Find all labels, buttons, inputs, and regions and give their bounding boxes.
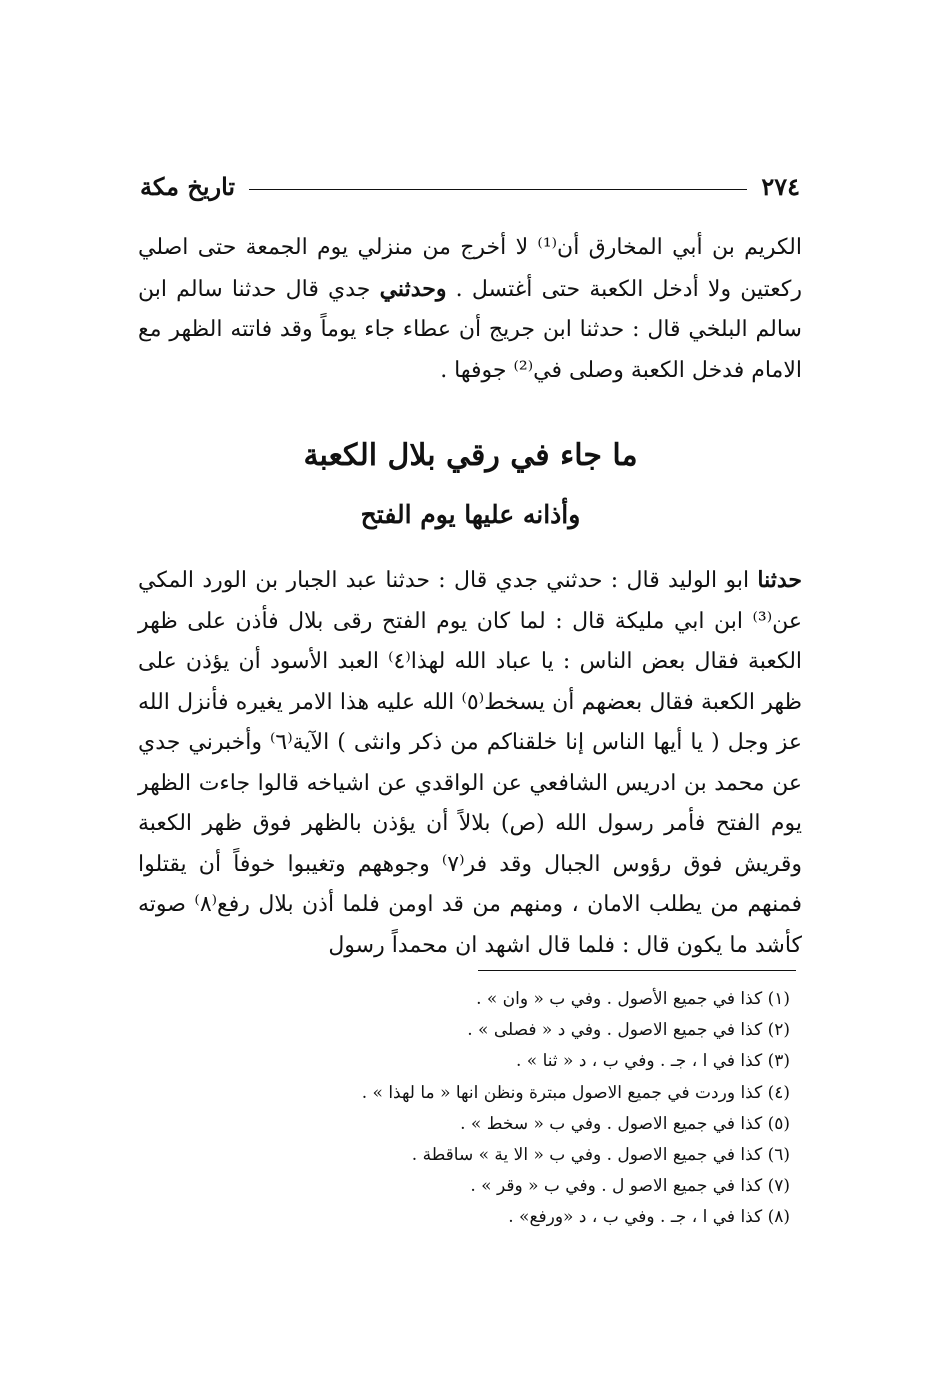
- header-rule: [249, 189, 747, 190]
- book-title: تاريخ مكة: [140, 171, 236, 201]
- footnote-3: (٣) كذا في ا ، جـ . وفي ب ، د « ثنا » .: [515, 1051, 790, 1072]
- paragraph-1-text-after: جدي قال حدثنا سالم ابن سالم البلخي قال : حدثنا ابن جريج أن عطاء جاء يوماً وقد فاتته الظهر مع الامام فدخل الكعبة وصلى في⁽²⁾ جوفها .: [138, 276, 802, 383]
- footnotes: [250, 984, 790, 1234]
- page-number: ٢٧٤: [761, 171, 800, 201]
- footnote-8: (٨) كذا في ا ، جـ . وفي ب ، د «ورفع» .: [508, 1207, 790, 1228]
- section-title: ما جاء في رقي بلال الكعبة: [303, 438, 638, 473]
- footnote-rule: [478, 970, 796, 971]
- paragraph-1-text: الكريم بن أبي المخارق أن⁽¹⁾ لا أخرج من منزلي يوم الجمعة حتى اصلي ركعتين ولا أدخل الكعبة حتى أغتسل .: [138, 235, 802, 302]
- paragraph-1: [138, 228, 802, 391]
- footnote-4: (٤) كذا وردت في جميع الاصول مبترة ونظن انها « ما لهذا » .: [361, 1082, 790, 1103]
- footnote-7: (٧) كذا في جميع الاصو ل . وفي ب « وقر » .: [470, 1176, 790, 1197]
- section-subtitle: وأذانه عليها يوم الفتح: [360, 500, 581, 529]
- paragraph-2-bold: حدثنا: [757, 567, 802, 593]
- paragraph-2-text: ابو الوليد قال : حدثني جدي قال : حدثنا عبد الجبار بن الورد المكي عن⁽³⁾ ابن ابي مليكة قال : لما كان يوم الفتح رقى بلال فأذن على ظهر الكعبة فقال بعض الناس : يا عباد الله لهذا⁽٤⁾ العبد الأسود أن يؤذن على ظهر الكعبة فقال بعضهم أن يسخط⁽٥⁾ الله عليه هذا الامر يغيره فأنزل الله عز وجل ( يا أيها الناس إنا خلقناكم من ذكر وانثى ) الآية⁽٦⁾ وأخبرني جدي عن محمد بن ادريس الشافعي عن الواقدي عن اشياخه قالوا جاءت الظهر يوم الفتح فأمر رسول الله (ص) بلالاً أن يؤذن بالظهر فوق ظهر الكعبة وقريش فوق رؤوس الجبال وقد فر⁽٧⁾ وجوههم وتغيبوا خوفاً أن يقتلوا فمنهم من يطلب الامان ، ومنهم من قد اومن فلما أذن بلال رفع⁽٨⁾ صوته كأشد ما يكون قال : فلما قال اشهد ان محمداً رسول: [138, 568, 803, 958]
- footnote-1: (١) كذا في جميع الأصول . وفي ب « وان » .: [476, 989, 790, 1009]
- paragraph-2: [138, 560, 802, 966]
- footnote-2: (٢) كذا في جميع الاصول . وفي د « فصلى » .: [467, 1020, 790, 1041]
- running-header: [140, 168, 800, 204]
- footnote-5: (٥) كذا في جميع الاصول . وفي ب « سخط » .: [460, 1113, 790, 1134]
- paragraph-1-bold: وحدثني: [379, 275, 447, 302]
- footnote-6: (٦) كذا في جميع الاصول . وفي ب « الا ية » ساقطة .: [411, 1145, 790, 1166]
